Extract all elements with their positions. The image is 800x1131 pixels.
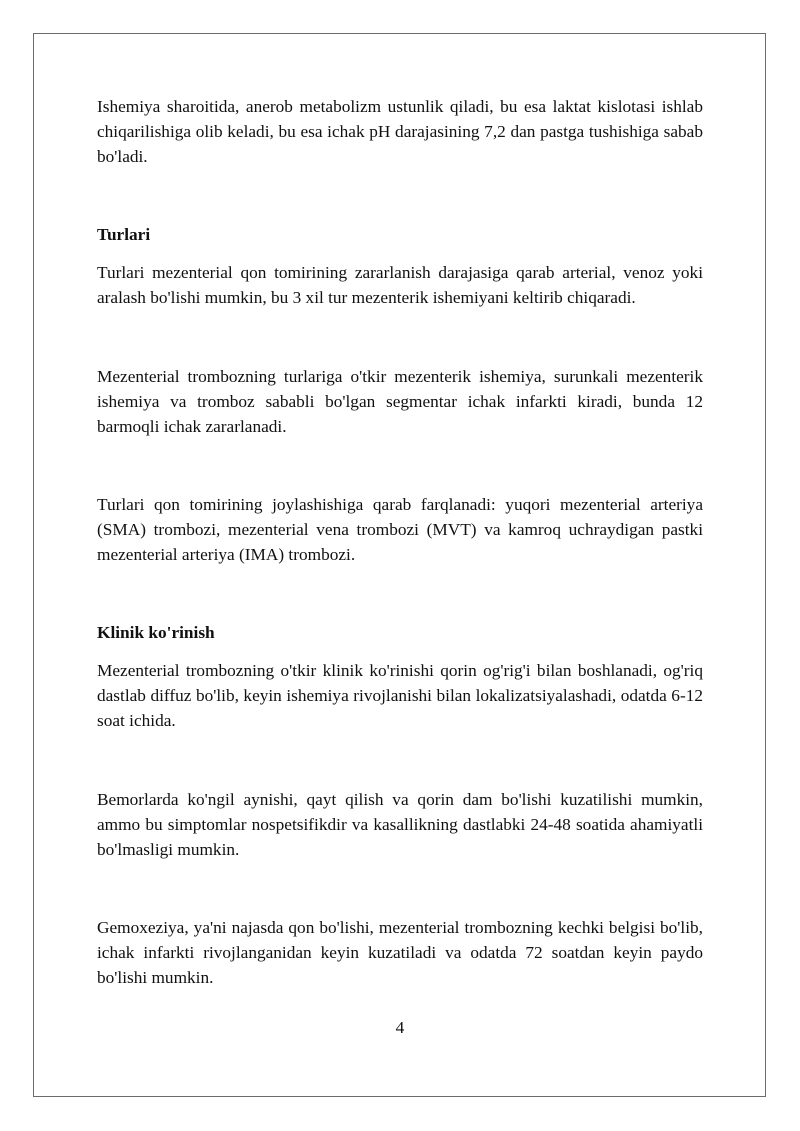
heading-turlari: Turlari [97, 225, 151, 244]
page-number: 4 [395, 1018, 405, 1037]
paragraph-hematochezia: Gemoxeziya, ya'ni najasda qon bo'lishi, mezenterial trombozning kechki belgisi bo'lib, ichak infarkti rivojlanganidan keyin kuzatiladi va odatda 72 soatdan keyin paydo bo'lishi mumkin. [97, 918, 703, 987]
paragraph-thrombosis-types: Mezenterial trombozning turlariga o'tkir mezenterik ishemiya, surunkali mezenterik ishemiya va tromboz sababli bo'lgan segmentar ichak infarkti kiradi, bunda 12 barmoqli ichak zararlanadi. [97, 367, 703, 436]
document-body [97, 94, 703, 990]
paragraph-anaerobic-metabolism: Ishemiya sharoitida, anerob metabolizm ustunlik qiladi, bu esa laktat kislotasi ishlab chiqarilishiga olib keladi, bu esa ichak pH darajasining 7,2 dan pastga tushishiga sabab bo'ladi. [97, 97, 703, 166]
paragraph-symptoms: Bemorlarda ko'ngil aynishi, qayt qilish va qorin dam bo'lishi kuzatilishi mumkin, ammo bu simptomlar nospetsifikdir va kasallikning dastlabki 24-48 soatida ahamiyatli bo'lmasligi mumkin. [97, 790, 703, 859]
paragraph-vessel-location: Turlari qon tomirining joylashishiga qarab farqlanadi: yuqori mezenterial arteriya (SMA) trombozi, mezenterial vena trombozi (MVT) va kamroq uchraydigan pastki mezenterial arteriya (IMA) trombozi. [97, 495, 703, 564]
heading-klinik-korinish: Klinik ko'rinish [97, 623, 215, 642]
paragraph-types-overview: Turlari mezenterial qon tomirining zararlanish darajasiga qarab arterial, venoz yoki aralash bo'lishi mumkin, bu 3 xil tur mezenterik ishemiyani keltirib chiqaradi. [97, 263, 703, 307]
paragraph-clinical-presentation: Mezenterial trombozning o'tkir klinik ko'rinishi qorin og'rig'i bilan boshlanadi, og'riq dastlab diffuz bo'lib, keyin ishemiya rivojlanishi bilan lokalizatsiyalashadi, odatda 6-12 soat ichida. [97, 661, 703, 730]
